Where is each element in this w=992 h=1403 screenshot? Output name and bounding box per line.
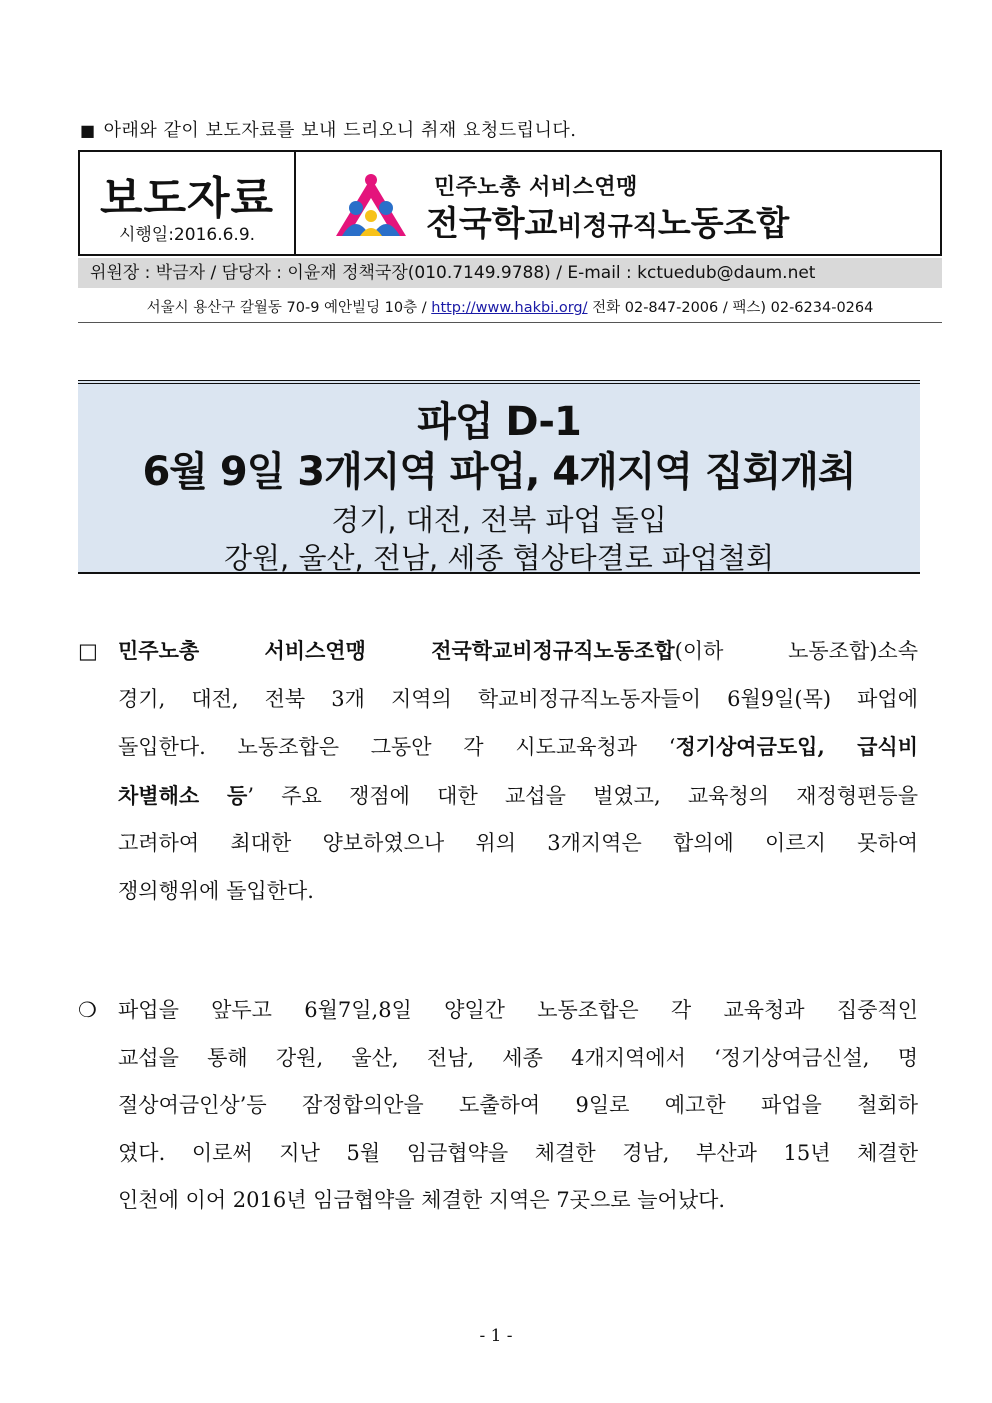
subheadline-2: 강원, 울산, 전남, 세종 협상타결로 파업철회: [224, 541, 774, 575]
headline-main: 6월 9일 3개지역 파업, 4개지역 집회개최: [142, 449, 856, 495]
intro-text: 아래와 같이 보도자료를 보내 드리오니 취재 요청드립니다.: [103, 120, 577, 141]
paragraph-line: ❍ 파업을 앞두고 6월7일,8일 양일간 노동조합은 각 교육청과 집중적인: [78, 987, 918, 1035]
address-line: [78, 296, 942, 317]
phone-fax: 전화 02-847-2006 / 팩스) 02-6234-0264: [587, 300, 874, 316]
press-header-box: [78, 150, 942, 256]
org-federation-name: 민주노총 서비스연맹: [434, 175, 638, 200]
contact-bar: [78, 258, 942, 288]
paragraph-line: 절상여금인상’등 잠정합의안을 도출하여 9일로 예고한 파업을 철회하: [118, 1093, 918, 1117]
paragraph-line: 교섭을 통해 강원, 울산, 전남, 세종 4개지역에서 ‘정기상여금신설, 명: [118, 1045, 918, 1070]
org-union-name: 전국학교비정규직노동조합: [426, 204, 790, 244]
paragraph-1: [78, 627, 918, 915]
paragraph-line: 인천에 이어 2016년 임금협약을 체결한 지역은 7곳으로 늘어났다.: [118, 1188, 726, 1212]
website-link[interactable]: http://www.hakbi.org/: [431, 300, 588, 316]
contact-info: 위원장 : 박금자 / 담당자 : 이윤재 정책국장(010.7149.9788) / E-mail : kctuedub@daum.net: [90, 263, 816, 283]
release-date: 시행일:2016.6.9.: [118, 225, 256, 245]
address-rule: [78, 322, 942, 323]
circle-bullet-icon: ❍: [78, 998, 97, 1022]
headline-strike-countdown: 파업 D-1: [417, 399, 581, 445]
intro-line: [80, 116, 577, 142]
paragraph-line: 경기, 대전, 전북 3개 지역의 학교비정규직노동자들이 6월9일(목) 파업에: [118, 686, 918, 711]
street-address: 서울시 용산구 갈월동 70-9 예안빌딩 10층 /: [146, 300, 432, 316]
square-bullet-icon: ■: [80, 121, 96, 140]
paragraph-line: 차별해소 등’ 주요 쟁점에 대한 교섭을 벌였고, 교육청의 재정형편등을: [118, 782, 919, 808]
box-bullet-icon: □: [78, 639, 98, 663]
paragraph-line: 돌입한다. 노동조합은 그동안 각 시도교육청과 ‘정기상여금도입, 급식비: [118, 734, 918, 759]
union-logo-icon: [334, 170, 408, 240]
paragraph-2: [78, 987, 918, 1225]
paragraph-line: 고려하여 최대한 양보하였으나 위의 3개지역은 합의에 이르지 못하여: [118, 831, 918, 855]
subheadline-1: 경기, 대전, 전북 파업 돌입: [331, 503, 667, 537]
press-release-title: 보도자료: [99, 173, 274, 224]
page-number: - 1 -: [479, 1326, 513, 1346]
paragraph-line: 쟁의행위에 돌입한다.: [118, 878, 314, 903]
paragraph-line: □ 민주노총 서비스연맹 전국학교비정규직노동조합(이하 노동조합)소속: [78, 627, 918, 676]
paragraph-line: 였다. 이로써 지난 5월 임금협약을 체결한 경남, 부산과 15년 체결한: [118, 1140, 918, 1165]
headline-box: [78, 380, 920, 574]
header-divider: [294, 152, 296, 254]
